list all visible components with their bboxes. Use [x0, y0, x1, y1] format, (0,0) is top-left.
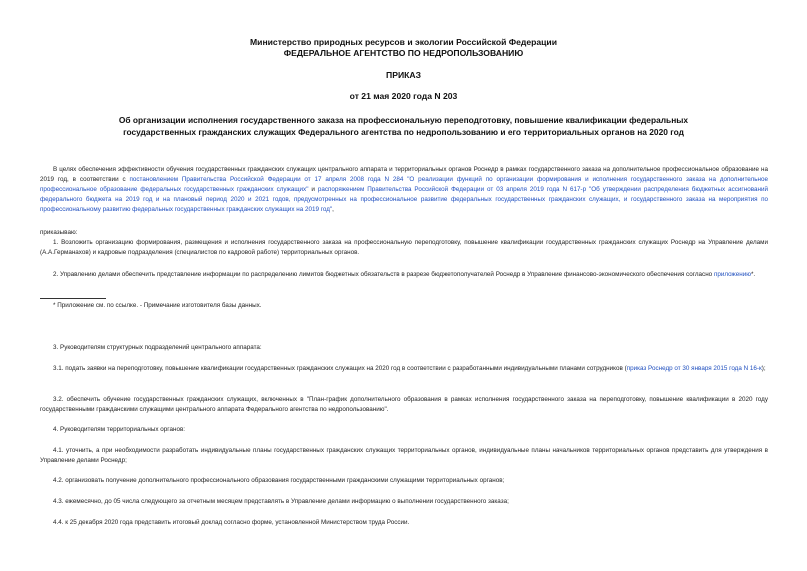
item-2-text: 2. Управлению делами обеспечить представление информации по распределению лимитов бюджетных обязательств в разрезе бюджетополучателей Роснедр в Управление финансово-экономического обеспечения согласно	[53, 271, 714, 278]
footnote-divider	[40, 298, 106, 299]
item-4-2-paragraph: 4.2. организовать получение дополнительного профессионального образования государственными гражданскими служащими территориальных органов;	[53, 477, 505, 484]
ministry-name: Министерство природных ресурсов и экологии Российской Федерации	[250, 37, 557, 47]
item-3-1-suffix: );	[761, 365, 766, 372]
document-date: от 21 мая 2020 года N 203	[349, 91, 458, 101]
item-3-1-text: 3.1. подать заявки на переподготовку, повышение квалификации государственных гражданских служащих на 2020 год в соответствии с разработанными индивидуальными планами сотрудников (	[53, 365, 627, 372]
preamble-text-b: и	[308, 186, 318, 193]
item-1-paragraph: 1. Возложить организацию формирования, размещения и исполнения государственного заказа на профессиональную переподготовку, повышение квалификации государственных гражданских служащих Роснедр на Управление делами (А.А.Германахов) и кадровые подразделения (специалистов по кадровой работе) территориальных органов.	[40, 239, 768, 256]
item-2-suffix: *.	[750, 271, 756, 278]
agency-name: ФЕДЕРАЛЬНОЕ АГЕНТСТВО ПО НЕДРОПОЛЬЗОВАНИЮ	[283, 48, 524, 58]
item-4-3-paragraph: 4.3. ежемесячно, до 05 числа следующего за отчетным месяцем представлять в Управление делами информацию о выполнении государственного заказа;	[53, 498, 509, 505]
item-4-4-paragraph: 4.4. к 25 декабря 2020 года представить итоговый доклад согласно форме, установленной Министерством труда России.	[53, 519, 410, 526]
item-4-paragraph: 4. Руководителям территориальных органов:	[53, 426, 186, 433]
footnote: * Приложение см. по ссылке. - Примечание изготовителя базы данных.	[53, 302, 262, 309]
item-3-1-paragraph	[40, 364, 768, 374]
government-decree-link[interactable]: постановлением Правительства Российской Федерации от 17 апреля 2008 года N 284 "О реализации функций по организации формирования и исполнения государственного заказа на дополнительное профессиональное образование федеральных государственных гражданских служащих"	[40, 176, 768, 193]
preamble-text-c: ,	[332, 206, 334, 213]
document-type: ПРИКАЗ	[386, 70, 421, 80]
item-4-1-paragraph: 4.1. уточнить, а при необходимости разработать индивидуальные планы государственных гражданских служащих территориальных органов, индивидуальные планы начальников территориальных органов представить для утверждения в Управление делами Роснедр;	[40, 447, 768, 464]
item-3-paragraph: 3. Руководителям структурных подразделений центрального аппарата:	[53, 344, 262, 351]
item-2-paragraph	[40, 270, 768, 280]
government-order-link[interactable]: распоряжением Правительства Российской Федерации от 03 апреля 2019 года N 617-р "Об утверждении распределения бюджетных ассигнований федерального бюджета на 2019 год и на плановый период 2020 и 2021 годов, предусмотренных на профессиональное развитие федеральных государственных гражданских служащих, и государственного заказа на мероприятия по профессиональному развитию федеральных государственных гражданских служащих на 2019 год"	[40, 186, 768, 213]
preamble-text-a: В целях обеспечения эффективности обучения государственных гражданских служащих центрального аппарата и территориальных органов Роснедр в рамках государственного заказа на дополнительное профессиональное образование на 2019 год, в соответствии с	[40, 166, 768, 183]
preamble-paragraph	[40, 165, 768, 215]
document-title: Об организации исполнения государственного заказа на профессиональную переподготовку, повышение квалификации федеральных государственных гражданских служащих Федерального агентства по недропользованию и его территориальных органов на 2020 год	[118, 115, 689, 137]
item-3-2-paragraph: 3.2. обеспечить обучение государственных гражданских служащих, включенных в "План-график дополнительного образования в рамках исполнения государственного заказа на переподготовку, повышение квалификации в 2020 году государственными гражданскими служащими центрального аппарата Федерального агентства по недропользованию".	[40, 396, 768, 413]
order-word: приказываю:	[40, 229, 78, 236]
rosnedra-order-link[interactable]: приказ Роснедр от 30 января 2015 года N 16-к	[626, 365, 762, 372]
appendix-link[interactable]: приложению	[713, 271, 751, 278]
